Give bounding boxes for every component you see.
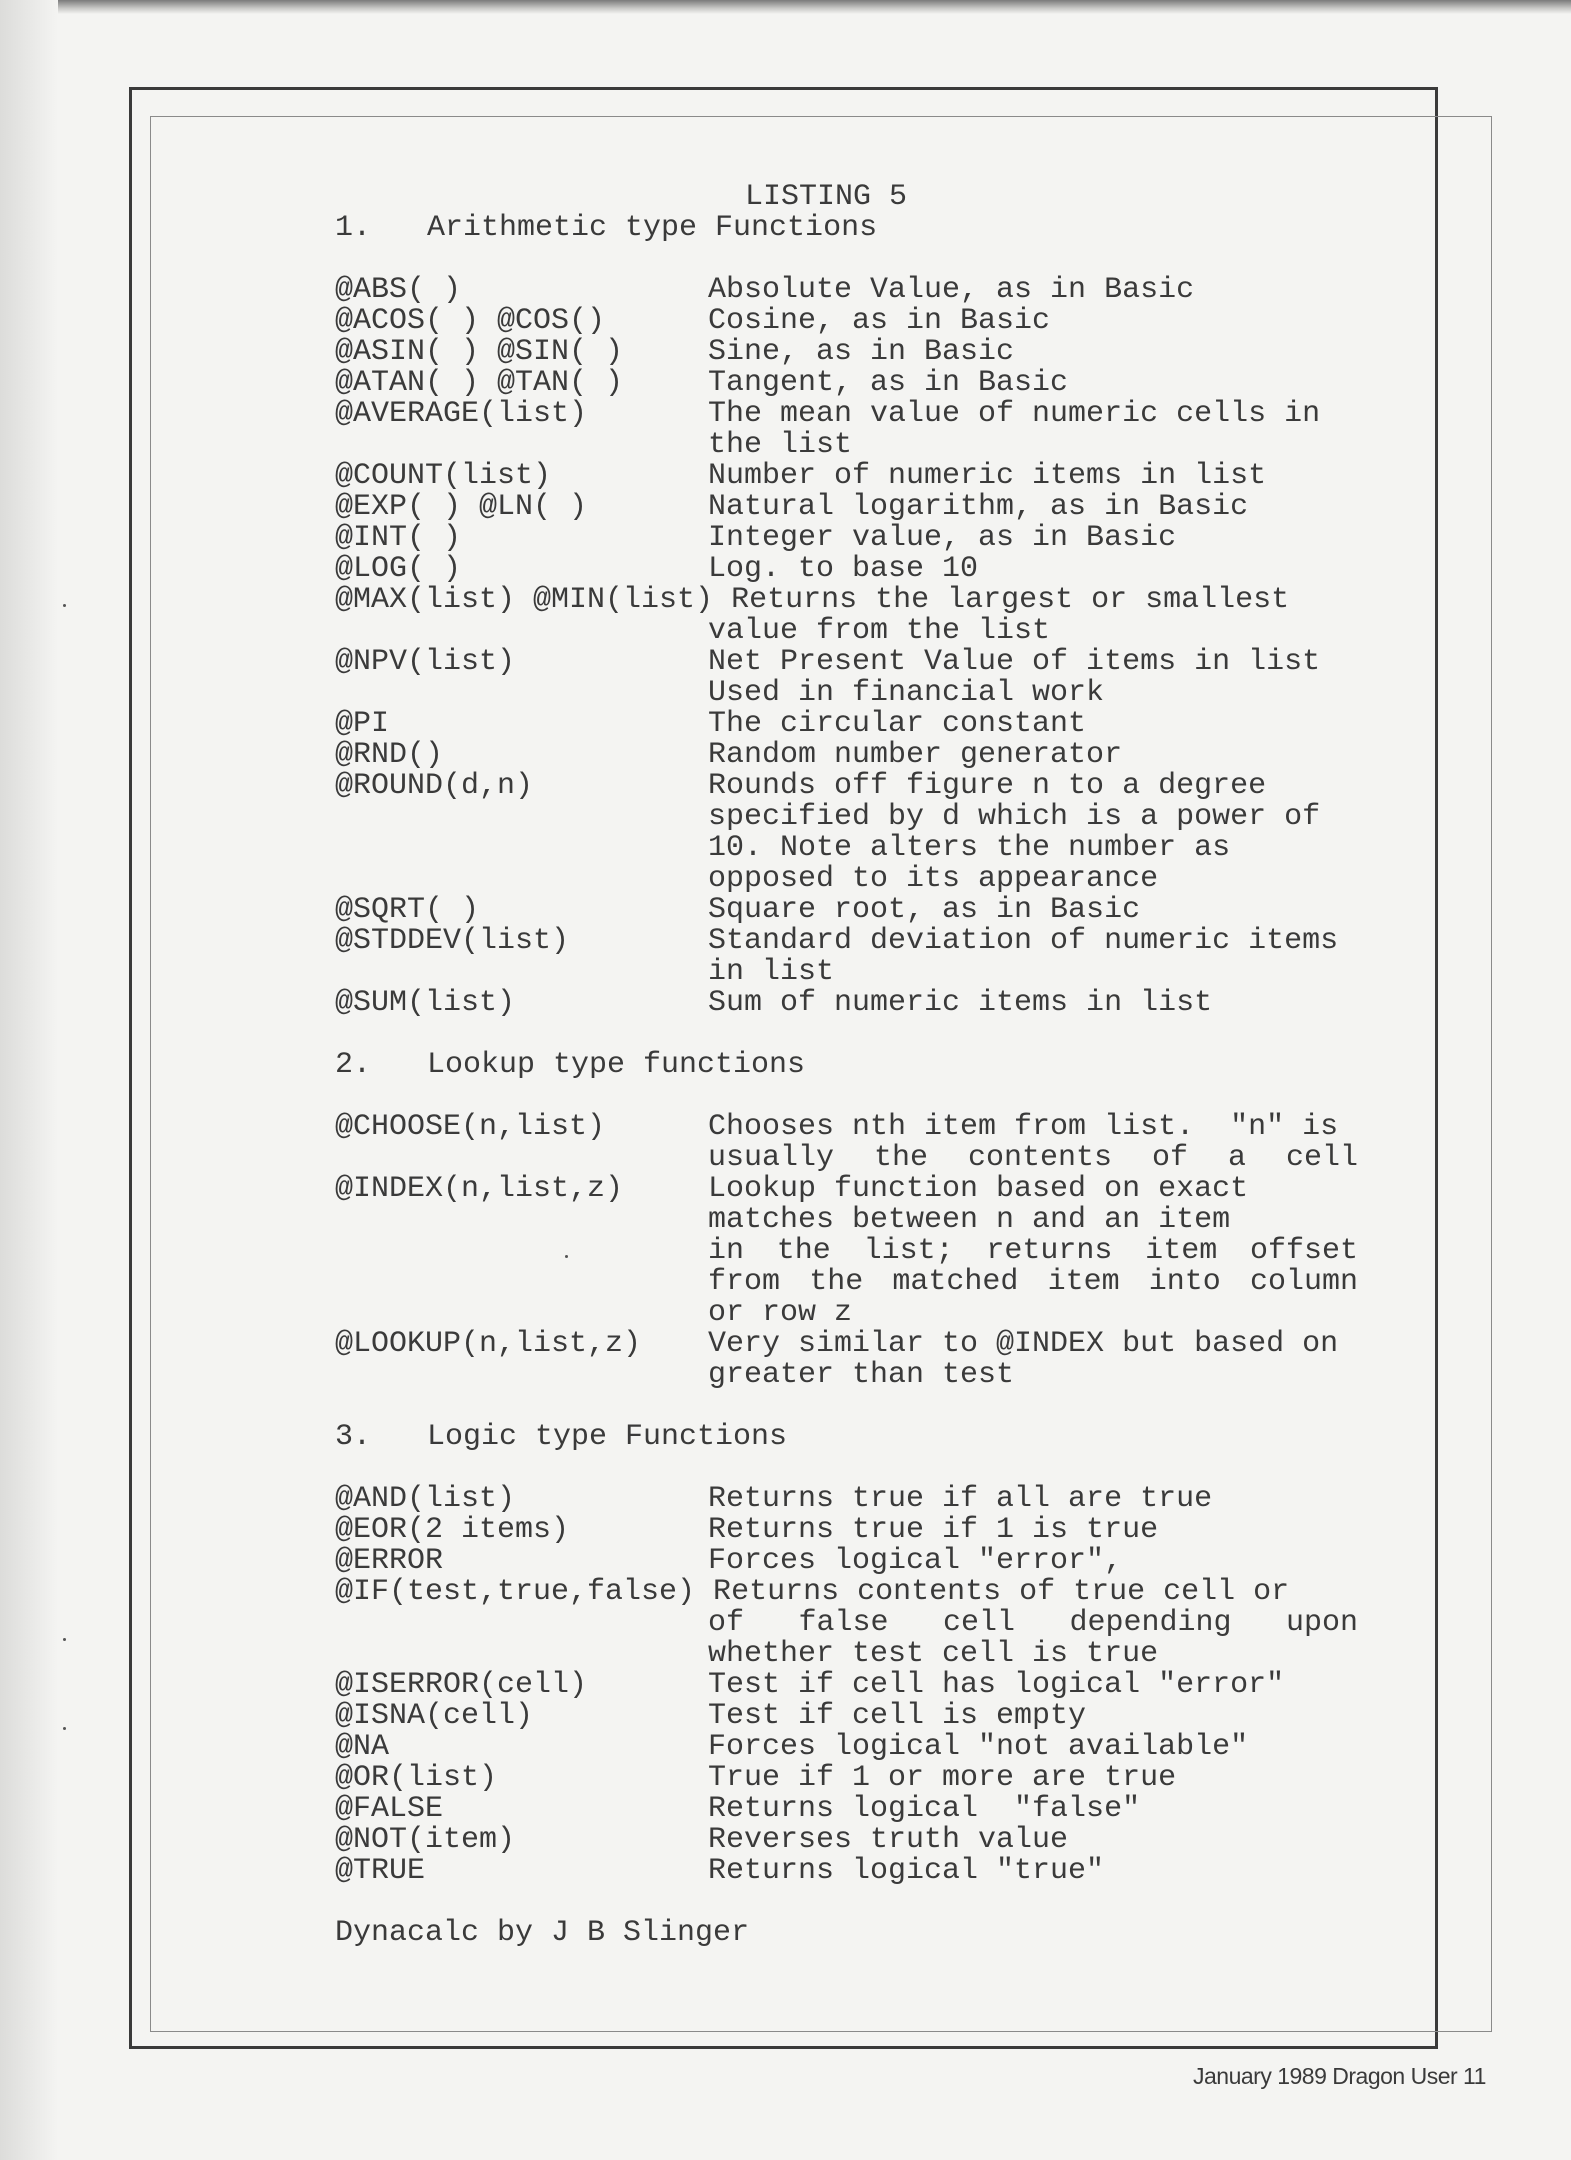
function-description: usually the contents of a cell xyxy=(708,1141,1358,1175)
function-description: opposed to its appearance xyxy=(708,862,1159,896)
function-name: @AVERAGE(list) xyxy=(335,397,588,431)
function-description: Returns logical "true" xyxy=(708,1854,1105,1888)
page-footer: January 1989 Dragon User 11 xyxy=(1193,2063,1486,2089)
function-entry xyxy=(335,306,1395,337)
function-description: the list xyxy=(708,428,853,462)
function-description: of false cell depending upon xyxy=(708,1606,1358,1640)
function-name: @INT( ) xyxy=(335,521,462,555)
function-description: in the list; returns item offset xyxy=(708,1234,1358,1268)
description-continuation xyxy=(335,1236,1395,1267)
function-name: @ASIN( ) @SIN( ) xyxy=(335,335,624,369)
function-description: Forces logical "not available" xyxy=(708,1730,1249,1764)
function-description: or row z xyxy=(708,1296,853,1330)
function-name: @MAX(list) @MIN(list) Returns the largest or smallest xyxy=(335,583,1290,617)
scan-speck xyxy=(63,1638,66,1641)
section-heading xyxy=(335,1050,1395,1081)
blank-line xyxy=(335,1391,1395,1422)
description-continuation xyxy=(335,678,1395,709)
blank-line xyxy=(335,1081,1395,1112)
function-name: @CHOOSE(n,list) xyxy=(335,1110,606,1144)
description-continuation xyxy=(335,1608,1395,1639)
function-description: Standard deviation of numeric items xyxy=(708,924,1339,958)
function-entry xyxy=(335,647,1395,678)
function-entry xyxy=(335,523,1395,554)
function-entry xyxy=(335,1701,1395,1732)
function-entry xyxy=(335,461,1395,492)
function-description: Returns logical "false" xyxy=(708,1792,1141,1826)
function-description: Test if cell is empty xyxy=(708,1699,1087,1733)
function-entry xyxy=(335,1577,1395,1608)
function-entry xyxy=(335,1329,1395,1360)
function-entry xyxy=(335,895,1395,926)
function-description: Used in financial work xyxy=(708,676,1105,710)
function-name: @NPV(list) xyxy=(335,645,516,679)
function-description: Reverses truth value xyxy=(708,1823,1069,1857)
function-description: 10. Note alters the number as xyxy=(708,831,1231,865)
function-entry xyxy=(335,1763,1395,1794)
function-description: Number of numeric items in list xyxy=(708,459,1267,493)
description-continuation xyxy=(335,616,1395,647)
blank-line xyxy=(335,1019,1395,1050)
function-name: @NA xyxy=(335,1730,390,1764)
description-continuation xyxy=(335,1143,1395,1174)
function-name: @ACOS( ) @COS() xyxy=(335,304,606,338)
function-entry xyxy=(335,1825,1395,1856)
function-name: @ERROR xyxy=(335,1544,444,1578)
description-continuation xyxy=(335,1298,1395,1329)
function-description: value from the list xyxy=(708,614,1051,648)
function-description: Forces logical "error", xyxy=(708,1544,1123,1578)
function-description: Chooses nth item from list. "n" is xyxy=(708,1110,1339,1144)
function-name: @RND() xyxy=(335,738,444,772)
function-description: matches between n and an item xyxy=(708,1203,1231,1237)
listing-body xyxy=(335,182,1395,1949)
function-name: @FALSE xyxy=(335,1792,444,1826)
function-description: The circular constant xyxy=(708,707,1087,741)
function-name: @SQRT( ) xyxy=(335,893,480,927)
description-continuation xyxy=(335,1267,1395,1298)
function-description: Lookup function based on exact xyxy=(708,1172,1249,1206)
function-entry xyxy=(335,1670,1395,1701)
function-entry xyxy=(335,1732,1395,1763)
description-continuation xyxy=(335,1639,1395,1670)
function-entry xyxy=(335,1484,1395,1515)
function-name: @LOOKUP(n,list,z) xyxy=(335,1327,642,1361)
function-description: Returns true if all are true xyxy=(708,1482,1213,1516)
description-continuation xyxy=(335,1205,1395,1236)
function-description: Test if cell has logical "error" xyxy=(708,1668,1285,1702)
function-description: Absolute Value, as in Basic xyxy=(708,273,1195,307)
description-continuation xyxy=(335,833,1395,864)
blank-line xyxy=(335,244,1395,275)
function-name: @ROUND(d,n) xyxy=(335,769,534,803)
function-description: from the matched item into column xyxy=(708,1265,1358,1299)
function-description: Square root, as in Basic xyxy=(708,893,1141,927)
function-name: @EOR(2 items) xyxy=(335,1513,570,1547)
section-number: 2. xyxy=(335,1048,372,1082)
function-entry xyxy=(335,492,1395,523)
function-description: The mean value of numeric cells in xyxy=(708,397,1321,431)
function-description: Rounds off figure n to a degree xyxy=(708,769,1267,803)
function-name: @AND(list) xyxy=(335,1482,516,1516)
function-entry xyxy=(335,275,1395,306)
function-name: @PI xyxy=(335,707,390,741)
function-description: Log. to base 10 xyxy=(708,552,979,586)
function-entry xyxy=(335,1546,1395,1577)
section-title: Arithmetic type Functions xyxy=(427,211,878,245)
function-description: Cosine, as in Basic xyxy=(708,304,1051,338)
description-continuation xyxy=(335,430,1395,461)
function-entry xyxy=(335,399,1395,430)
function-entry xyxy=(335,709,1395,740)
function-name: @NOT(item) xyxy=(335,1823,516,1857)
page-left-shadow xyxy=(0,0,58,2160)
function-entry xyxy=(335,1515,1395,1546)
function-name: @COUNT(list) xyxy=(335,459,552,493)
section-title: Logic type Functions xyxy=(427,1420,788,1454)
function-entry xyxy=(335,368,1395,399)
section-number: 1. xyxy=(335,211,372,245)
function-entry xyxy=(335,1174,1395,1205)
function-description: greater than test xyxy=(708,1358,1015,1392)
function-entry xyxy=(335,926,1395,957)
blank-line xyxy=(335,1887,1395,1918)
function-description: Sine, as in Basic xyxy=(708,335,1015,369)
listing-title: LISTING 5 xyxy=(745,180,908,214)
description-continuation xyxy=(335,1360,1395,1391)
function-name: @ISNA(cell) xyxy=(335,1699,534,1733)
section-title: Lookup type functions xyxy=(427,1048,806,1082)
function-name: @STDDEV(list) xyxy=(335,924,570,958)
function-description: Sum of numeric items in list xyxy=(708,986,1213,1020)
function-entry xyxy=(335,585,1395,616)
page-top-shadow xyxy=(0,0,1571,14)
blank-line xyxy=(335,1453,1395,1484)
function-name: @INDEX(n,list,z) xyxy=(335,1172,624,1206)
function-description: Natural logarithm, as in Basic xyxy=(708,490,1249,524)
description-continuation xyxy=(335,802,1395,833)
description-continuation xyxy=(335,864,1395,895)
function-entry xyxy=(335,1856,1395,1887)
function-description: Tangent, as in Basic xyxy=(708,366,1069,400)
section-heading xyxy=(335,213,1395,244)
function-entry xyxy=(335,771,1395,802)
function-description: Net Present Value of items in list xyxy=(708,645,1321,679)
function-entry xyxy=(335,988,1395,1019)
function-entry xyxy=(335,1112,1395,1143)
function-description: Integer value, as in Basic xyxy=(708,521,1177,555)
function-name: @ATAN( ) @TAN( ) xyxy=(335,366,624,400)
function-name: @TRUE xyxy=(335,1854,426,1888)
function-entry xyxy=(335,740,1395,771)
function-description: specified by d which is a power of xyxy=(708,800,1321,834)
function-name: @ABS( ) xyxy=(335,273,462,307)
function-description: whether test cell is true xyxy=(708,1637,1159,1671)
function-name: @OR(list) xyxy=(335,1761,498,1795)
description-continuation xyxy=(335,957,1395,988)
function-description: in list xyxy=(708,955,835,989)
function-description: Very similar to @INDEX but based on xyxy=(708,1327,1339,1361)
scan-speck xyxy=(63,1727,66,1730)
section-heading xyxy=(335,1422,1395,1453)
function-name: @ISERROR(cell) xyxy=(335,1668,588,1702)
function-entry xyxy=(335,554,1395,585)
function-entry xyxy=(335,337,1395,368)
function-name: @LOG( ) xyxy=(335,552,462,586)
byline: Dynacalc by J B Slinger xyxy=(335,1916,750,1950)
section-number: 3. xyxy=(335,1420,372,1454)
function-name: @IF(test,true,false) Returns contents of true cell or xyxy=(335,1575,1290,1609)
function-name: @SUM(list) xyxy=(335,986,516,1020)
function-entry xyxy=(335,1794,1395,1825)
function-description: Random number generator xyxy=(708,738,1123,772)
scan-speck xyxy=(63,604,66,607)
function-description: True if 1 or more are true xyxy=(708,1761,1177,1795)
function-description: Returns true if 1 is true xyxy=(708,1513,1159,1547)
function-name: @EXP( ) @LN( ) xyxy=(335,490,588,524)
